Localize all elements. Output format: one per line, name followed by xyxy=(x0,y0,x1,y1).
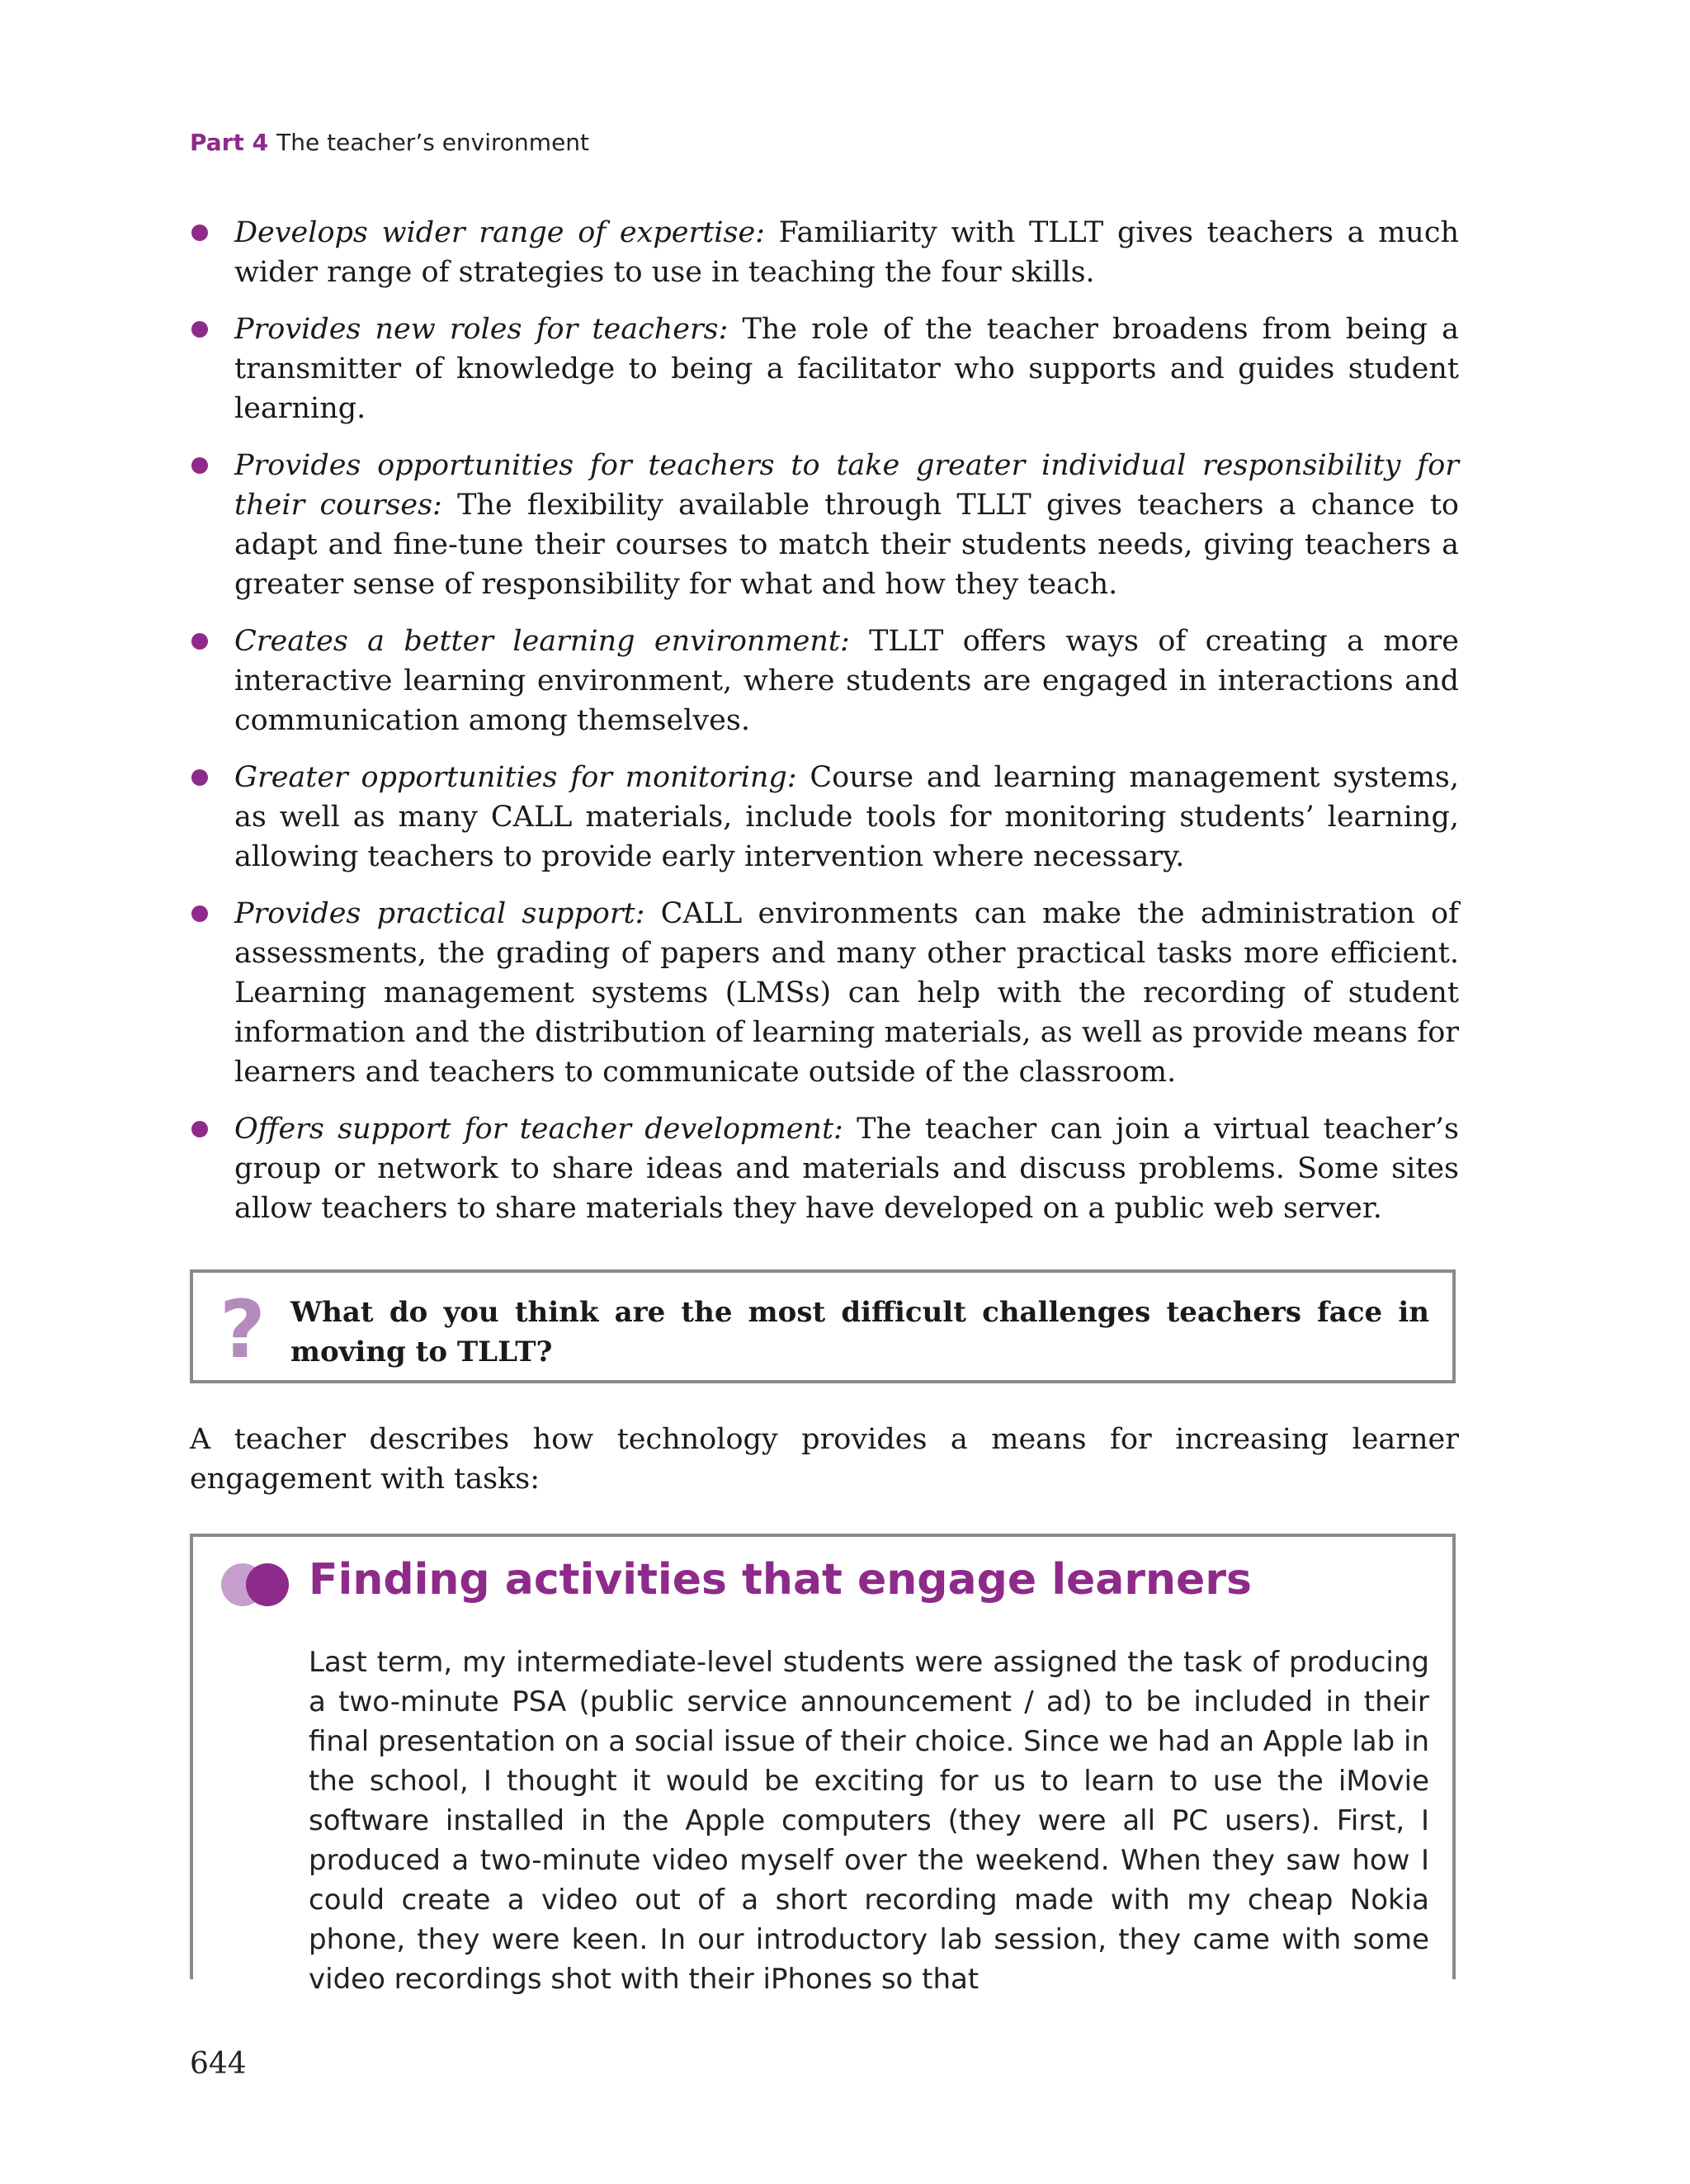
question-text: What do you think are the most difficult challenges teachers face in moving to TLLT? xyxy=(290,1296,1429,1369)
bullet-dot-icon xyxy=(191,905,208,922)
list-item xyxy=(190,1109,1459,1228)
bullet-text: Familiarity with TLLT gives teachers a much wider range of strategies to use in teaching the four skills. xyxy=(234,216,1459,289)
teacher-story-box xyxy=(190,1534,1456,1996)
story-title: Finding activities that engage learners xyxy=(309,1555,1252,1605)
bullet-lead: Offers support for teacher development: xyxy=(234,1113,843,1146)
bullet-lead: Greater opportunities for monitoring: xyxy=(234,761,797,794)
bullet-text: TLLT offers ways of creating a more interactive learning environment, where students are engaged in interactions and communication among themselves. xyxy=(234,625,1459,737)
benefits-list xyxy=(190,213,1459,1246)
bullet-lead: Provides opportunities for teachers to take greater individual responsibility for their courses: xyxy=(234,449,1459,522)
bullet-lead: Provides practical support: xyxy=(234,897,645,930)
bullet-dot-icon xyxy=(191,457,208,474)
question-mark-icon: ? xyxy=(220,1283,266,1376)
list-item xyxy=(190,310,1459,428)
bullet-text: The role of the teacher broadens from being a transmitter of knowledge to being a facilitator who supports and guides student learning. xyxy=(234,313,1460,425)
list-item xyxy=(190,622,1459,740)
bullet-dot-icon xyxy=(191,225,208,241)
bullet-dot-icon xyxy=(191,321,208,338)
list-item xyxy=(190,446,1459,604)
intro-paragraph: A teacher describes how technology provides a means for increasing learner engagement with tasks: xyxy=(190,1423,1459,1496)
running-head xyxy=(190,129,589,156)
part-label: Part 4 xyxy=(190,129,269,156)
reflection-question-box xyxy=(190,1269,1456,1383)
list-item xyxy=(190,758,1459,877)
bullet-lead: Creates a better learning environment: xyxy=(234,625,850,658)
bullet-text: The flexibility available through TLLT gives teachers a chance to adapt and fine-tune their courses to match their students needs, giving teachers a greater sense of responsibility for what and how they teach. xyxy=(234,489,1459,601)
bullet-dot-icon xyxy=(191,1121,208,1137)
bullet-dot-icon xyxy=(191,769,208,786)
bullet-text: CALL environments can make the administration of assessments, the grading of papers and many other practical tasks more efficient. Learning management systems (LMSs) can help with the recording of student information and the distribution of learning materials, as well as provide means for learners and teachers to communicate outside of the classroom. xyxy=(234,897,1460,1089)
page-number: 644 xyxy=(190,2047,247,2081)
story-body: Last term, my intermediate-level students were assigned the task of producing a two-minute PSA (public service announcement / ad) to be included in their final presentation on a social issue of their choice. Since we had an Apple lab in the school, I thought it would be exciting for us to learn to use the iMovie software installed in the Apple computers (they were all PC users). First, I produced a two-minute video myself over the weekend. When they saw how I could create a video out of a short recording made with my cheap Nokia phone, they were keen. In our introductory lab session, they came with some video recordings shot with their iPhones so that xyxy=(309,1646,1429,1996)
overlapping-circles-icon xyxy=(221,1563,290,1610)
bullet-text: The teacher can join a virtual teacher’s group or network to share ideas and materials and discuss problems. Some sites allow teachers to share materials they have developed on a public web server. xyxy=(234,1113,1459,1225)
bullet-lead: Develops wider range of expertise: xyxy=(234,216,765,249)
bullet-dot-icon xyxy=(191,633,208,650)
bullet-lead: Provides new roles for teachers: xyxy=(234,313,729,346)
bullet-text: Course and learning management systems, as well as many CALL materials, include tools for monitoring students’ learning, allowing teachers to provide early intervention where necessary. xyxy=(234,761,1460,873)
section-title: The teacher’s environment xyxy=(276,129,590,156)
circle-dark xyxy=(246,1563,289,1606)
list-item xyxy=(190,894,1459,1092)
list-item xyxy=(190,213,1459,292)
